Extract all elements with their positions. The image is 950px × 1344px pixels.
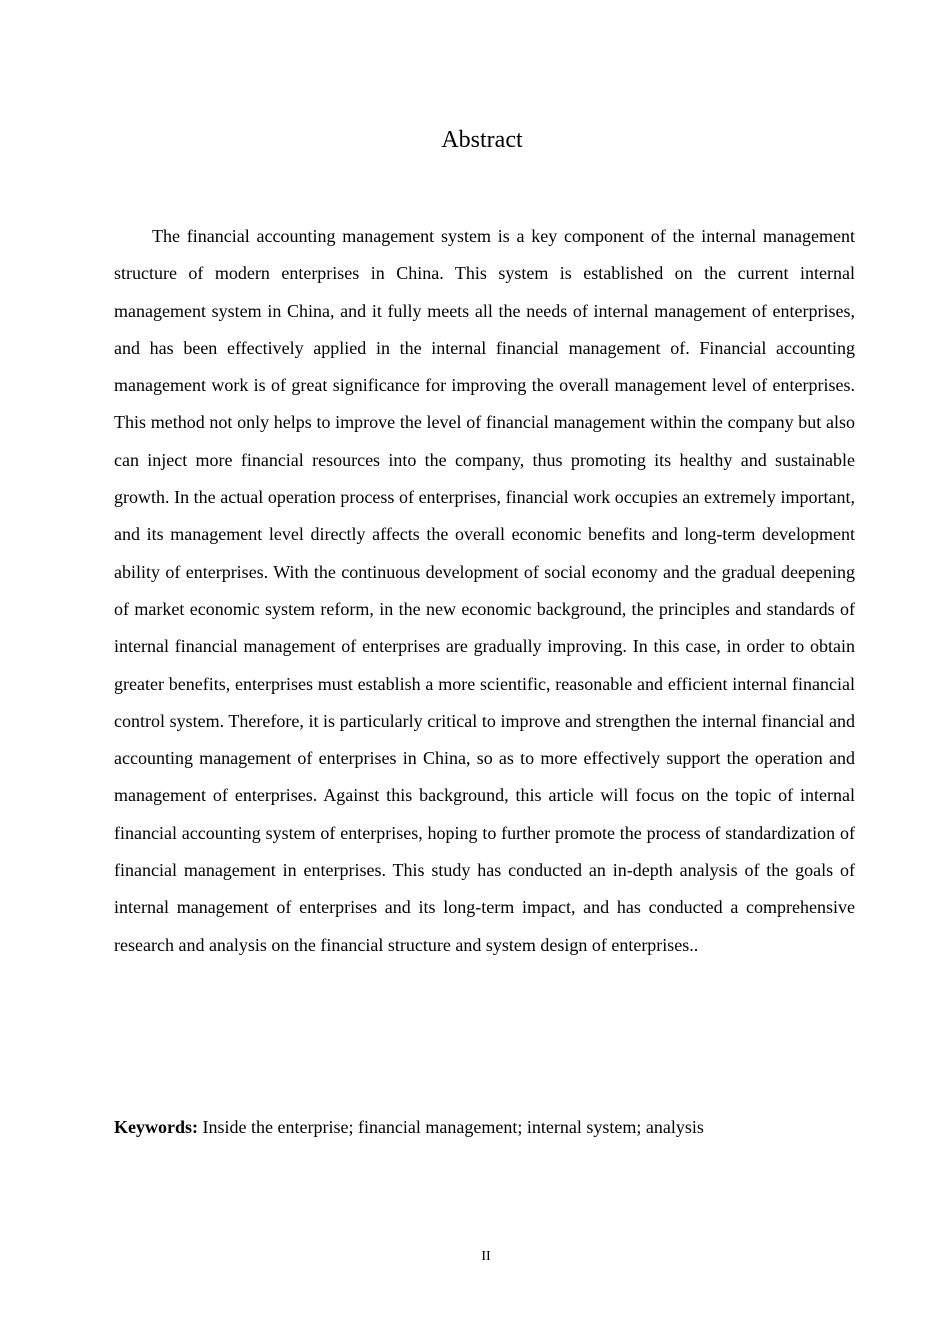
keywords-label: Keywords: [114,1117,198,1137]
abstract-body-paragraph: The financial accounting management system is a key component of the internal management structure of modern enterprises in China. This system is established on the current internal management system in China, and it fully meets all the needs of internal management of enterprises, and has been effectively applied in the internal financial management of. Financial accounting management work is of great significance for improving the overall management level of enterprises. This method not only helps to improve the level of financial management within the company but also can inject more financial resources into the company, thus promoting its healthy and sustainable growth. In the actual operation process of enterprises, financial work occupies an extremely important, and its management level directly affects the overall economic benefits and long-term development ability of enterprises. With the continuous development of social economy and the gradual deepening of market economic system reform, in the new economic background, the principles and standards of internal financial management of enterprises are gradually improving. In this case, in order to obtain greater benefits, enterprises must establish a more scientific, reasonable and efficient internal financial control system. Therefore, it is particularly critical to improve and strengthen the internal financial and accounting management of enterprises in China, so as to more effectively support the operation and management of enterprises. Against this background, this article will focus on the topic of internal financial accounting system of enterprises, hoping to further promote the process of standardization of financial management in enterprises. This study has conducted an in-depth analysis of the goals of internal management of enterprises and its long-term impact, and has conducted a comprehensive research and analysis on the financial structure and system design of enterprises.. [114,226,855,955]
abstract-title: Abstract [441,127,523,153]
keywords-text: Inside the enterprise; financial management; internal system; analysis [202,1117,704,1137]
keywords-line [114,1111,855,1143]
page-number: II [481,1249,491,1264]
